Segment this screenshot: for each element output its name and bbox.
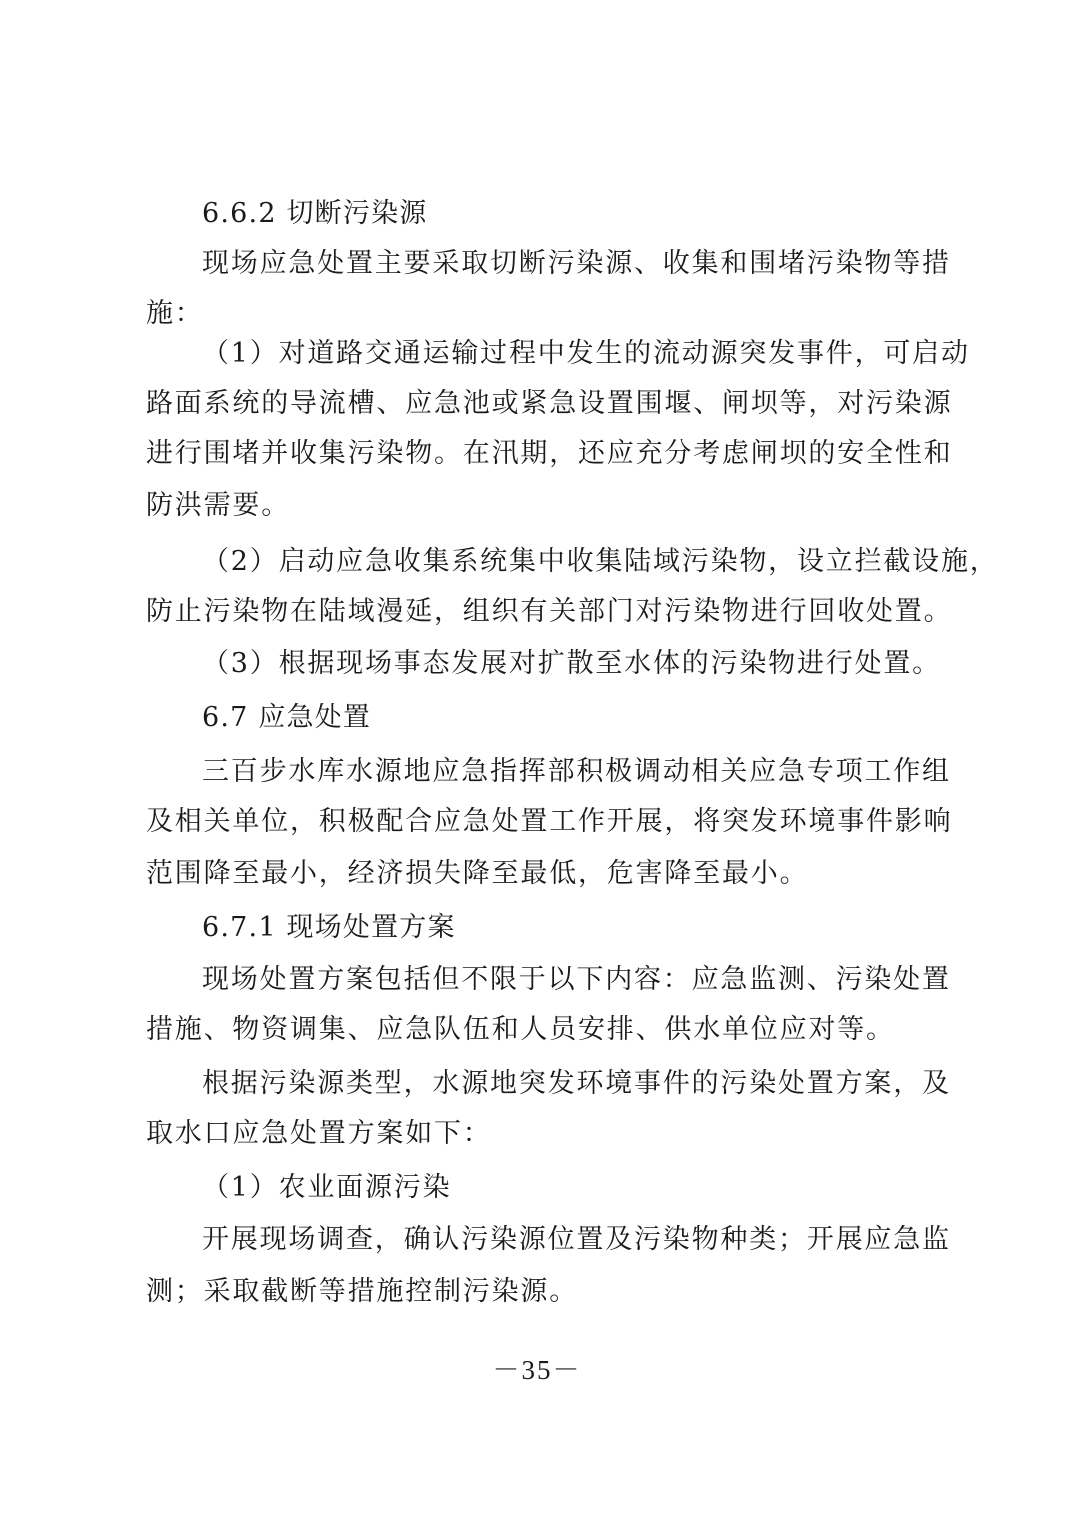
paragraph-line: 根据污染源类型，水源地突发环境事件的污染处置方案，及	[202, 1068, 951, 1099]
paragraph-line: 现场处置方案包括但不限于以下内容：应急监测、污染处置	[202, 964, 951, 995]
list-item-line: （1）农业面源污染	[202, 1172, 452, 1203]
paragraph-line: 施：	[146, 298, 204, 329]
paragraph-line: 及相关单位，积极配合应急处置工作开展，将突发环境事件影响	[146, 806, 953, 837]
paragraph-line: 路面系统的导流槽、应急池或紧急设置围堰、闸坝等，对污染源	[146, 388, 953, 419]
paragraph-line: 开展现场调查，确认污染源位置及污染物种类；开展应急监	[202, 1224, 951, 1255]
paragraph-line: 现场应急处置主要采取切断污染源、收集和围堵污染物等措	[202, 248, 951, 279]
paragraph-line: 取水口应急处置方案如下：	[146, 1118, 492, 1149]
paragraph-line: 三百步水库水源地应急指挥部积极调动相关应急专项工作组	[202, 756, 951, 787]
section-heading-6-7-1: 6.7.1 现场处置方案	[202, 912, 456, 943]
paragraph-line: 范围降至最小，经济损失降至最低，危害降至最小。	[146, 858, 809, 889]
list-item-line: （2）启动应急收集系统集中收集陆域污染物，设立拦截设施，	[202, 546, 999, 577]
paragraph-line: 测；采取截断等措施控制污染源。	[146, 1276, 578, 1307]
paragraph-line: 防洪需要。	[146, 490, 290, 521]
paragraph-line: 防止污染物在陆域漫延，组织有关部门对污染物进行回收处置。	[146, 596, 953, 627]
list-item-line: （3）根据现场事态发展对扩散至水体的污染物进行处置。	[202, 648, 941, 679]
section-heading-6-6-2: 6.6.2 切断污染源	[202, 198, 428, 229]
section-heading-6-7: 6.7 应急处置	[202, 702, 372, 733]
list-item-line: （1）对道路交通运输过程中发生的流动源突发事件，可启动	[202, 338, 970, 369]
paragraph-line: 进行围堵并收集污染物。在汛期，还应充分考虑闸坝的安全性和	[146, 438, 953, 469]
paragraph-line: 措施、物资调集、应急队伍和人员安排、供水单位应对等。	[146, 1014, 895, 1045]
page-number: －35－	[492, 1355, 582, 1385]
